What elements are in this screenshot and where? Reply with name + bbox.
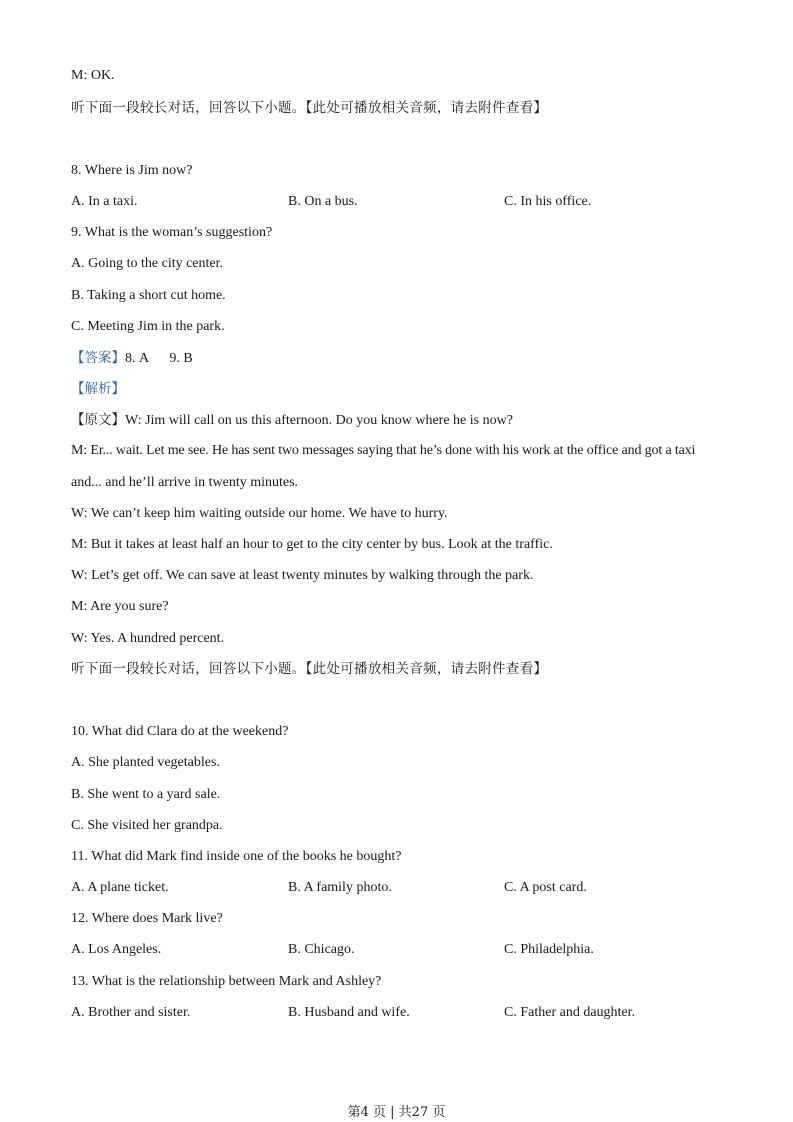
transcript-line: M: Er... wait. Let me see. He has sent two messages saying that he’s done with his work at the office and got a taxi <box>71 443 696 458</box>
option-13a: A. Brother and sister. <box>71 1005 191 1020</box>
answer-line <box>71 349 193 368</box>
question-8: 8. Where is Jim now? <box>71 163 193 178</box>
option-12c: C. Philadelphia. <box>504 942 594 957</box>
transcript-line: and... and he’ll arrive in twenty minutes. <box>71 475 299 490</box>
option-13b: B. Husband and wife. <box>288 1005 410 1020</box>
option-11a: A. A plane ticket. <box>71 880 169 895</box>
option-10b: B. She went to a yard sale. <box>71 787 221 802</box>
answer-tag: 【答案】 <box>71 350 125 366</box>
option-8a: A. In a taxi. <box>71 194 138 209</box>
question-12: 12. Where does Mark live? <box>71 911 223 926</box>
option-10a: A. She planted vegetables. <box>71 755 220 770</box>
answer-text: 8. A 9. B <box>125 351 193 366</box>
option-8b: B. On a bus. <box>288 194 358 209</box>
page-footer: 第4 页 | 共27 页 <box>347 1105 446 1120</box>
transcript-line: M: Are you sure? <box>71 599 169 614</box>
transcript-text: W: Jim will call on us this afternoon. Do you know where he is now? <box>125 413 513 428</box>
transcript-line <box>71 411 513 430</box>
option-12b: B. Chicago. <box>288 942 355 957</box>
question-13: 13. What is the relationship between Mark and Ashley? <box>71 974 382 989</box>
question-9: 9. What is the woman’s suggestion? <box>71 225 273 240</box>
analysis-tag: 【解析】 <box>71 381 125 397</box>
listening-instruction: 听下面一段较长对话，回答以下小题。【此处可播放相关音频，请去附件查看】 <box>71 661 548 677</box>
option-9a: A. Going to the city center. <box>71 256 224 271</box>
option-13c: C. Father and daughter. <box>504 1005 636 1020</box>
question-10: 10. What did Clara do at the weekend? <box>71 724 289 739</box>
speaker-line: M: OK. <box>71 68 115 83</box>
option-10c: C. She visited her grandpa. <box>71 818 223 833</box>
option-11b: B. A family photo. <box>288 880 392 895</box>
transcript-line: W: Let’s get off. We can save at least twenty minutes by walking through the park. <box>71 568 534 583</box>
listening-instruction: 听下面一段较长对话，回答以下小题。【此处可播放相关音频，请去附件查看】 <box>71 100 548 116</box>
question-11: 11. What did Mark find inside one of the books he bought? <box>71 849 402 864</box>
option-9b: B. Taking a short cut home. <box>71 288 226 303</box>
option-12a: A. Los Angeles. <box>71 942 162 957</box>
option-8c: C. In his office. <box>504 194 592 209</box>
transcript-line: W: Yes. A hundred percent. <box>71 631 225 646</box>
option-9c: C. Meeting Jim in the park. <box>71 319 225 334</box>
transcript-line: W: We can’t keep him waiting outside our home. We have to hurry. <box>71 506 448 521</box>
transcript-tag: 【原文】 <box>71 412 125 428</box>
transcript-line: M: But it takes at least half an hour to get to the city center by bus. Look at the traffic. <box>71 537 553 552</box>
option-11c: C. A post card. <box>504 880 587 895</box>
